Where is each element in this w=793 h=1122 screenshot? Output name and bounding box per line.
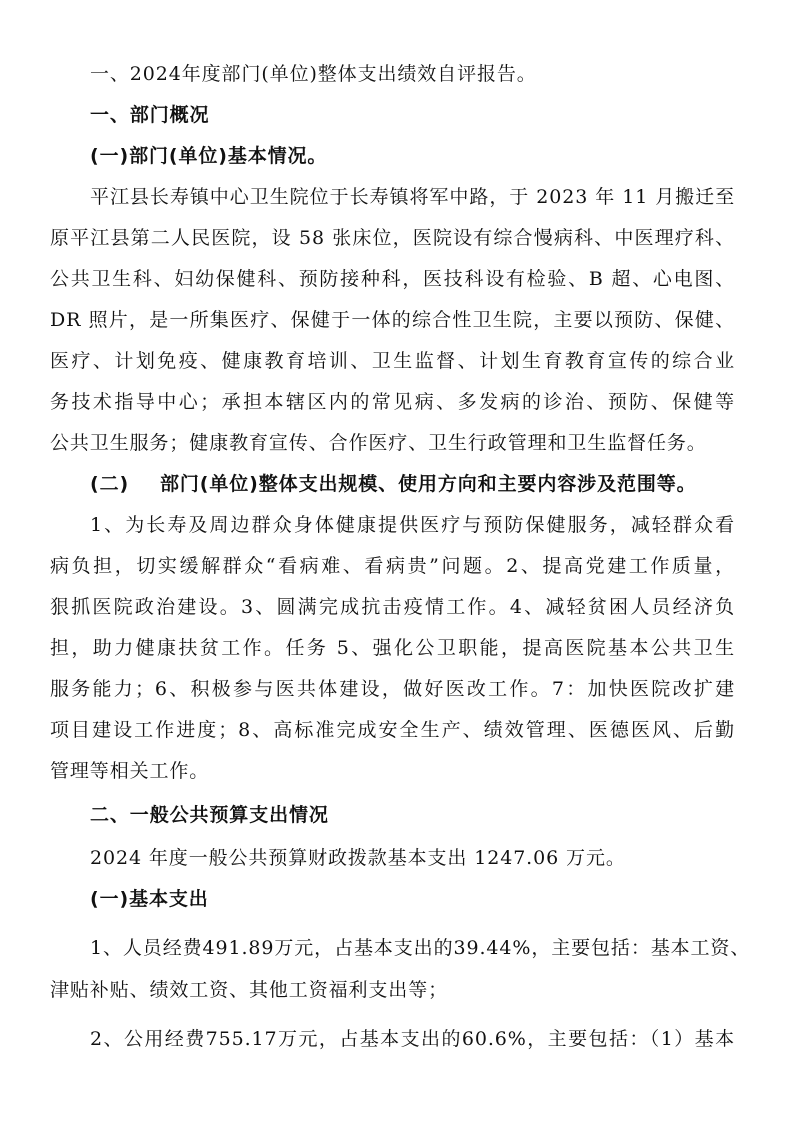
paragraph-line: 务技术指导中心；承担本辖区内的常见病、多发病的诊治、预防、保健等 xyxy=(50,391,735,413)
paragraph-line: 项目建设工作进度；8、高标准完成安全生产、绩效管理、医德医风、后勤 xyxy=(50,719,735,741)
paragraph-line: 服务能力；6、积极参与医共体建设，做好医改工作。7：加快医院改扩建 xyxy=(50,678,735,700)
paragraph-line: 病负担，切实缓解群众“看病难、看病贵”问题。2、提高党建工作质量， xyxy=(50,555,735,577)
paragraph-line: 1、人员经费491.89万元，占基本支出的39.44%，主要包括：基本工资、 xyxy=(90,937,751,959)
section-heading-budget: 二、一般公共预算支出情况 xyxy=(90,804,329,826)
subsection-heading-expenditure: 部门(单位)整体支出规模、使用方向和主要内容涉及范围等。 xyxy=(160,473,697,495)
paragraph-line: 担，助力健康扶贫工作。任务 5、强化公卫职能，提高医院基本公共卫生 xyxy=(50,637,735,659)
paragraph-line: 公共卫生服务；健康教育宣传、合作医疗、卫生行政管理和卫生监督任务。 xyxy=(50,432,707,454)
paragraph-line: 公共卫生科、妇幼保健科、预防接种科，医技科设有检验、B 超、心电图、 xyxy=(50,268,735,290)
paragraph-line: 1、为长寿及周边群众身体健康提供医疗与预防保健服务，减轻群众看 xyxy=(90,514,735,536)
paragraph-line: 医疗、计划免疫、健康教育培训、卫生监督、计划生育教育宣传的综合业 xyxy=(50,350,735,372)
subsection-heading-basic-info: (一)部门(单位)基本情况。 xyxy=(90,145,328,167)
budget-summary-text: 2024 年度一般公共预算财政拨款基本支出 1247.06 万元。 xyxy=(90,847,626,869)
paragraph-line: 津贴补贴、绩效工资、其他工资福利支出等； xyxy=(50,979,449,1001)
paragraph-line: DR 照片，是一所集医疗、保健于一体的综合性卫生院，主要以预防、保健、 xyxy=(50,309,735,331)
document-title: 一、2024年度部门(单位)整体支出绩效自评报告。 xyxy=(90,63,537,85)
subsection-heading-number: (二) xyxy=(90,473,130,495)
subsection-heading-basic-expenditure: (一)基本支出 xyxy=(90,888,209,910)
paragraph-line: 2、公用经费755.17万元，占基本支出的60.6%，主要包括：（1）基本 xyxy=(90,1028,735,1050)
paragraph-line: 狠抓医院政治建设。3、圆满完成抗击疫情工作。4、减轻贫困人员经济负 xyxy=(50,596,735,618)
section-heading-overview: 一、部门概况 xyxy=(90,104,210,126)
paragraph-line: 平江县长寿镇中心卫生院位于长寿镇将军中路，于 2023 年 11 月搬迁至 xyxy=(90,186,735,208)
paragraph-line: 原平江县第二人民医院，设 58 张床位，医院设有综合慢病科、中医理疗科、 xyxy=(50,227,735,249)
paragraph-line: 管理等相关工作。 xyxy=(50,760,210,782)
